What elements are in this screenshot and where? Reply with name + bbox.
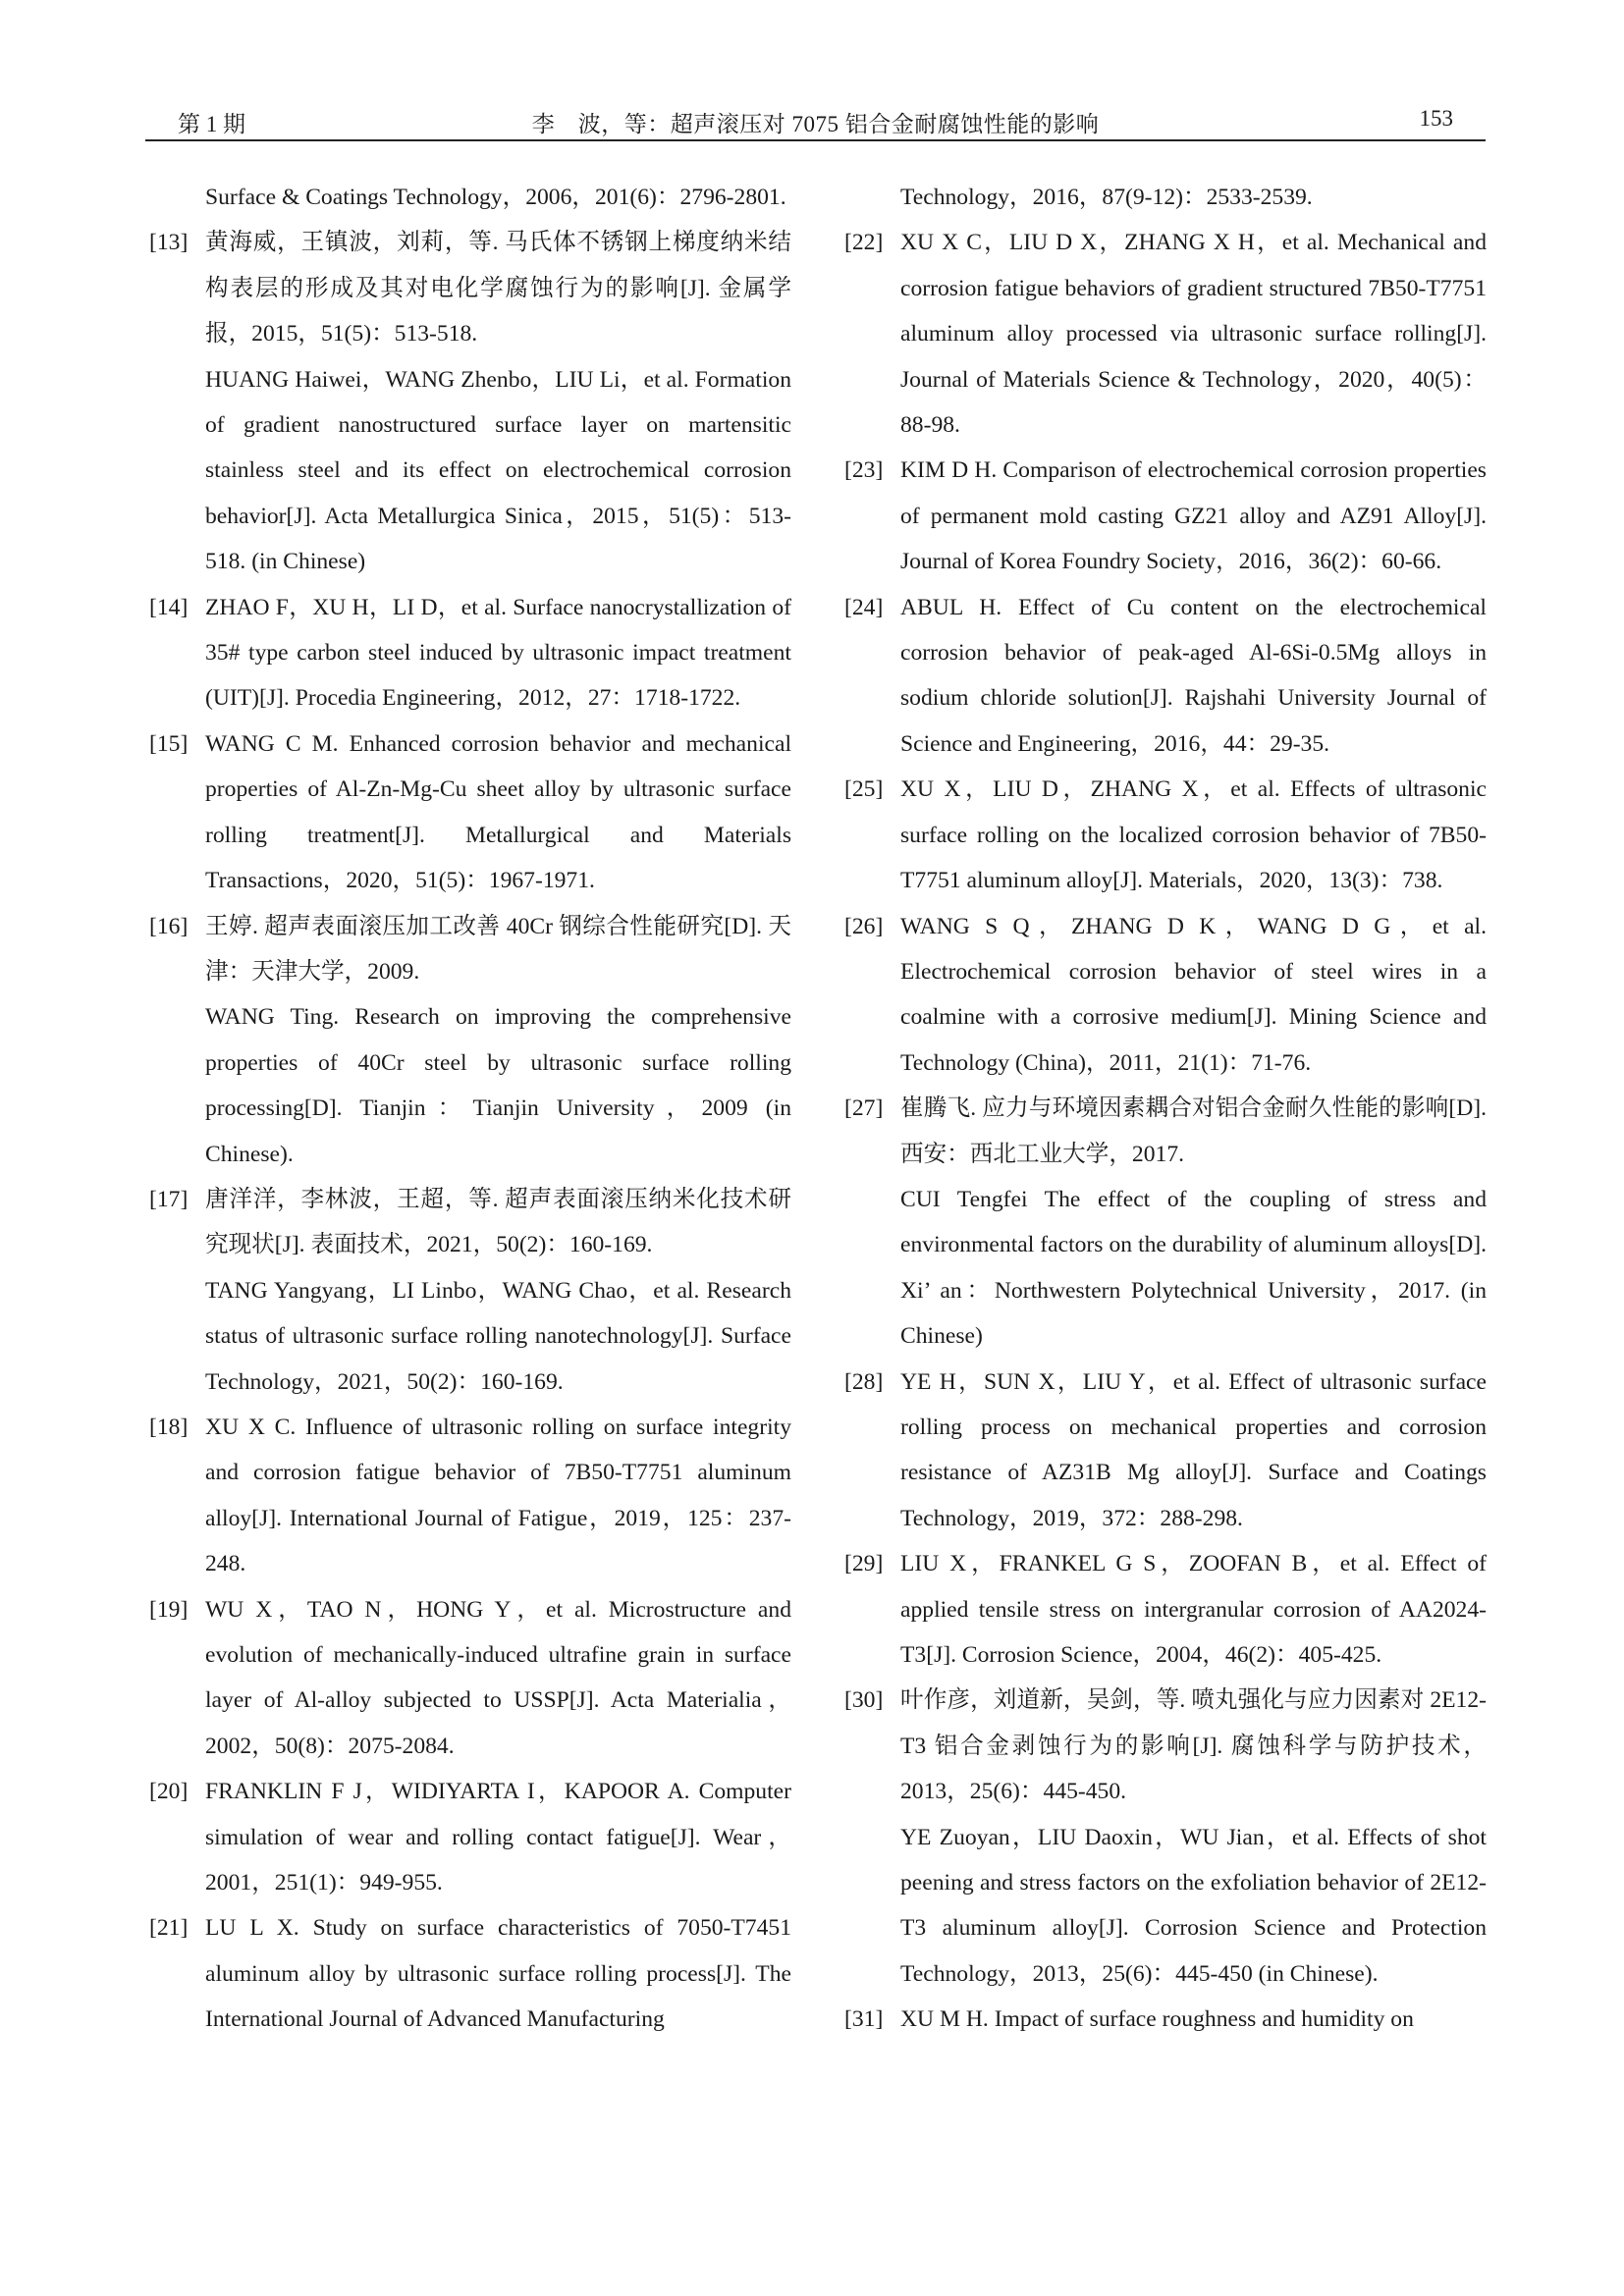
reference-item xyxy=(149,175,791,220)
reference-item xyxy=(149,1905,791,2042)
reference-text: YE Zuoyan，LIU Daoxin，WU Jian，et al. Effects of shot peening and stress factors on the exfoliation behavior of 2E12-T3 aluminum alloy[J]. Corrosion Science and Protection Technology，2013，25(6)：445-450 (in Chinese). xyxy=(900,1824,1487,1987)
reference-text: ABUL H. Effect of Cu content on the electrochemical corrosion behavior of peak-aged Al-6Si-0.5Mg alloys in sodium chloride solution[J]. Rajshahi University Journal of Science and Engineering，2016，44：29-35. xyxy=(900,594,1487,757)
reference-text: ZHAO F，XU H，LI D，et al. Surface nanocrystallization of 35# type carbon steel induced by ultrasonic impact treatment (UIT)[J]. Procedia Engineering，2012，27：1718-1722. xyxy=(205,594,791,712)
reference-text: Technology，2016，87(9-12)：2533-2539. xyxy=(900,185,1313,210)
reference-item xyxy=(844,585,1487,768)
reference-number: [13] xyxy=(149,230,189,256)
reference-text: WANG C M. Enhanced corrosion behavior and mechanical properties of Al-Zn-Mg-Cu sheet alloy by ultrasonic surface rolling treatment[J]. Metallurgical and Materials Transactions，2020，51(5)：1967-1971. xyxy=(205,730,791,894)
reference-number: [26] xyxy=(844,913,884,939)
reference-text: 唐洋洋，李林波，王超，等. 超声表面滚压纳米化技术研究现状[J]. 表面技术，2021，50(2)：160-169. xyxy=(205,1186,791,1258)
reference-item xyxy=(844,1678,1487,1997)
reference-item xyxy=(844,448,1487,584)
reference-text: KIM D H. Comparison of electrochemical corrosion properties of permanent mold casting GZ21 alloy and AZ91 Alloy[J]. Journal of Korea Foundry Society，2016，36(2)：60-66. xyxy=(900,457,1487,575)
page-number: 153 xyxy=(1419,106,1453,131)
reference-item xyxy=(149,585,791,721)
reference-number: [16] xyxy=(149,913,189,939)
reference-number: [21] xyxy=(149,1915,189,1942)
reference-number: [28] xyxy=(844,1368,884,1395)
reference-item xyxy=(149,1177,791,1405)
reference-number: [19] xyxy=(149,1596,189,1623)
reference-number: [24] xyxy=(844,594,884,620)
reference-item xyxy=(844,1360,1487,1542)
reference-number: [20] xyxy=(149,1779,189,1805)
reference-number: [15] xyxy=(149,730,189,757)
reference-text: WU X，TAO N，HONG Y，et al. Microstructure and evolution of mechanically-induced ultrafine grain in surface layer of Al-alloy subjected to USSP[J]. Acta Materialia，2002，50(8)：2075-2084. xyxy=(205,1596,791,1759)
reference-item xyxy=(844,767,1487,903)
reference-text: 崔腾飞. 应力与环境因素耦合对铝合金耐久性能的影响[D]. 西安：西北工业大学，2017. xyxy=(900,1095,1487,1167)
reference-number: [17] xyxy=(149,1186,189,1212)
reference-text: 叶作彦，刘道新，吴剑，等. 喷丸强化与应力因素对 2E12-T3 铝合金剥蚀行为的影响[J]. 腐蚀科学与防护技术，2013，25(6)：445-450. xyxy=(900,1687,1487,1805)
reference-column-right xyxy=(844,175,1487,2043)
reference-text: WANG S Q，ZHANG D K，WANG D G，et al. Electrochemical corrosion behavior of steel wires in a coalmine with a corrosive medium[J]. Mining Science and Technology (China)，2011，21(1)：71-76. xyxy=(900,913,1487,1076)
reference-item xyxy=(149,1587,791,1770)
reference-item xyxy=(149,1405,791,1587)
reference-text: XU M H. Impact of surface roughness and humidity on xyxy=(900,2006,1414,2033)
reference-column-left xyxy=(149,175,791,2043)
reference-number: [22] xyxy=(844,230,884,256)
reference-item xyxy=(149,1769,791,1905)
reference-text: LIU X，FRANKEL G S，ZOOFAN B，et al. Effect of applied tensile stress on intergranular corrosion of AA2024-T3[J]. Corrosion Science，2004，46(2)：405-425. xyxy=(900,1551,1487,1668)
reference-number: [18] xyxy=(149,1414,189,1440)
reference-text: 黄海威，王镇波，刘莉，等. 马氏体不锈钢上梯度纳米结构表层的形成及其对电化学腐蚀行为的影响[J]. 金属学报，2015，51(5)：513-518. xyxy=(205,230,791,347)
reference-number: [25] xyxy=(844,776,884,803)
running-header xyxy=(145,100,1486,141)
reference-number: [30] xyxy=(844,1687,884,1714)
reference-text: FRANKLIN F J，WIDIYARTA I，KAPOOR A. Computer simulation of wear and rolling contact fatigue[J]. Wear，2001，251(1)：949-955. xyxy=(205,1779,791,1896)
reference-number: [27] xyxy=(844,1095,884,1122)
reference-number: [29] xyxy=(844,1551,884,1577)
reference-text: LU L X. Study on surface characteristics of 7050-T7451 aluminum alloy by ultrasonic surface rolling process[J]. The International Journal of Advanced Manufacturing xyxy=(205,1915,791,2033)
reference-item xyxy=(844,175,1487,220)
reference-number: [31] xyxy=(844,2006,884,2033)
reference-item xyxy=(149,721,791,904)
reference-number: [23] xyxy=(844,457,884,484)
reference-text: 王婷. 超声表面滚压加工改善 40Cr 钢综合性能研究[D]. 天津：天津大学，2009. xyxy=(205,913,791,985)
reference-text: WANG Ting. Research on improving the comprehensive properties of 40Cr steel by ultrasonic surface rolling processing[D]. Tianjin：Tianjin University，2009 (in Chinese). xyxy=(205,1004,791,1167)
reference-text: XU X，LIU D，ZHANG X，et al. Effects of ultrasonic surface rolling on the localized corrosion behavior of 7B50-T7751 aluminum alloy[J]. Materials，2020，13(3)：738. xyxy=(900,776,1487,894)
reference-text: XU X C，LIU D X，ZHANG X H，et al. Mechanical and corrosion fatigue behaviors of gradient structured 7B50-T7751 aluminum alloy processed via ultrasonic surface rolling[J]. Journal of Materials Science & Technology，2020，40(5)：88-98. xyxy=(900,230,1487,439)
reference-item xyxy=(844,1997,1487,2042)
reference-item xyxy=(149,220,791,584)
reference-number: [14] xyxy=(149,594,189,620)
reference-item xyxy=(844,904,1487,1087)
reference-item xyxy=(844,1086,1487,1359)
reference-text: YE H，SUN X，LIU Y，et al. Effect of ultrasonic surface rolling process on mechanical properties and corrosion resistance of AZ31B Mg alloy[J]. Surface and Coatings Technology，2019，372：288-298. xyxy=(900,1368,1487,1531)
reference-item xyxy=(844,1541,1487,1678)
reference-text: CUI Tengfei The effect of the coupling of stress and environmental factors on the durability of aluminum alloys[D]. Xi’ an：Northwestern Polytechnical University，2017. (in Chinese) xyxy=(900,1186,1487,1350)
reference-item xyxy=(149,904,791,1177)
reference-text: Surface & Coatings Technology，2006，201(6)：2796-2801. xyxy=(205,185,786,210)
reference-text: TANG Yangyang，LI Linbo，WANG Chao，et al. Research status of ultrasonic surface rolling nanotechnology[J]. Surface Technology，2021，50(2)：160-169. xyxy=(205,1277,791,1395)
reference-text: XU X C. Influence of ultrasonic rolling on surface integrity and corrosion fatigue behavior of 7B50-T7751 aluminum alloy[J]. International Journal of Fatigue，2019，125：237-248. xyxy=(205,1414,791,1577)
running-title: 李 波，等：超声滚压对 7075 铝合金耐腐蚀性能的影响 xyxy=(531,112,1100,136)
reference-item xyxy=(844,220,1487,448)
reference-text: HUANG Haiwei，WANG Zhenbo，LIU Li，et al. Formation of gradient nanostructured surface layer on martensitic stainless steel and its effect on electrochemical corrosion behavior[J]. Acta Metallurgica Sinica，2015，51(5)：513-518. (in Chinese) xyxy=(205,366,791,575)
issue-label: 第 1 期 xyxy=(178,112,245,136)
